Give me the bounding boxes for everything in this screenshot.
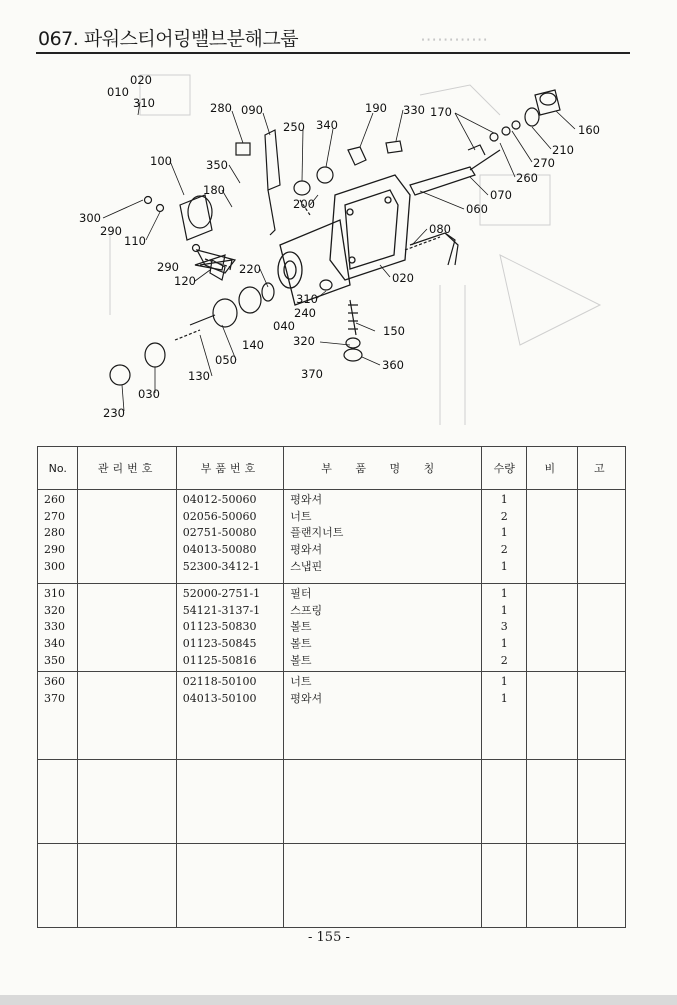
part-management-no <box>84 542 169 559</box>
part-name-cell <box>284 584 482 672</box>
part-item-no: 320 <box>44 603 65 617</box>
part-management-no <box>84 636 169 653</box>
part-name: 너트 <box>290 509 312 523</box>
part-remark <box>584 674 619 691</box>
part-item-no: 270 <box>44 509 65 523</box>
parts-table-body <box>38 490 626 928</box>
header-no: No. <box>38 447 78 490</box>
part-management-no <box>84 603 169 620</box>
part-name: 볼트 <box>290 637 312 651</box>
part-name: 필터 <box>290 587 312 600</box>
part-remark <box>533 603 570 620</box>
callout-label: 310 <box>133 96 155 110</box>
part-remark-cell <box>527 844 577 928</box>
part-name-cell <box>284 490 482 584</box>
callout-label: 070 <box>490 188 512 202</box>
callout-label: 180 <box>203 183 225 197</box>
part-management-no <box>84 492 169 509</box>
part-remark <box>533 509 570 526</box>
part-name: 볼트 <box>290 620 312 634</box>
part-quantity: 2 <box>500 543 508 557</box>
part-management-no-cell <box>78 760 176 844</box>
part-number: 01123-50845 <box>182 637 257 651</box>
part-quantity-cell <box>482 584 527 672</box>
part-quantity: 1 <box>500 526 508 540</box>
part-item-no: 260 <box>44 493 65 506</box>
callout-label: 230 <box>103 406 125 420</box>
part-number: 04012-50060 <box>182 493 257 506</box>
callout-label: 260 <box>516 171 538 185</box>
callout-label: 290 <box>157 260 179 274</box>
part-remark <box>533 674 570 691</box>
callout-label: 090 <box>241 103 263 117</box>
callout-label: 060 <box>466 202 488 216</box>
part-remark <box>533 525 570 542</box>
part-management-no-cell <box>78 490 176 584</box>
part-number-cell <box>176 584 284 672</box>
page-title: 067. 파워스티어링밸브분해그룹 <box>38 28 299 50</box>
callout-label: 050 <box>215 353 237 367</box>
callout-label: 280 <box>210 101 232 115</box>
callout-label: 240 <box>294 306 316 320</box>
callout-label: 370 <box>301 367 323 381</box>
callout-label: 140 <box>242 338 264 352</box>
callout-label: 150 <box>383 324 405 338</box>
part-remark-cell <box>577 844 625 928</box>
part-quantity-cell <box>482 760 527 844</box>
part-management-no <box>84 691 169 708</box>
callout-label: 010 <box>107 85 129 99</box>
part-item-no: 280 <box>44 526 65 540</box>
part-quantity-cell <box>482 844 527 928</box>
part-management-no <box>84 586 169 603</box>
callout-label: 160 <box>578 123 600 137</box>
part-name-cell <box>284 760 482 844</box>
part-management-no <box>84 559 169 576</box>
callout-label: 310 <box>296 292 318 306</box>
table-row-group <box>38 760 626 844</box>
part-remark <box>584 619 619 636</box>
part-name: 스프링 <box>290 603 323 617</box>
part-item-no-cell <box>38 760 78 844</box>
part-remark-cell <box>527 584 577 672</box>
bleed-through-title: ⋯⋯⋯⋯ <box>420 30 488 50</box>
part-remark <box>584 542 619 559</box>
part-remark <box>533 559 570 576</box>
part-management-no <box>84 653 169 670</box>
part-number: 52300-3412-1 <box>182 559 261 573</box>
part-item-no: 290 <box>44 543 65 557</box>
table-row-group <box>38 672 626 760</box>
part-number: 01123-50830 <box>182 620 257 634</box>
part-quantity: 1 <box>500 493 508 506</box>
part-number-cell <box>176 760 284 844</box>
callout-label: 360 <box>382 358 404 372</box>
table-header-row <box>38 447 626 490</box>
callout-label: 270 <box>533 156 555 170</box>
part-item-no: 360 <box>44 675 65 689</box>
part-item-no: 310 <box>44 587 65 600</box>
part-number: 02056-50060 <box>182 509 257 523</box>
header-part-no: 부품번호 <box>176 447 284 490</box>
header-part-name: 부 품 명 칭 <box>284 447 482 490</box>
part-quantity-cell <box>482 490 527 584</box>
part-quantity-cell <box>482 672 527 760</box>
callout-label: 080 <box>429 222 451 236</box>
part-remark <box>533 653 570 670</box>
part-name-cell <box>284 672 482 760</box>
part-number: 54121-3137-1 <box>182 603 261 617</box>
part-number-cell <box>176 672 284 760</box>
part-management-no-cell <box>78 584 176 672</box>
part-number: 52000-2751-1 <box>182 587 261 600</box>
top-parts <box>236 130 402 235</box>
part-quantity: 1 <box>500 587 508 600</box>
callout-label: 100 <box>150 154 172 168</box>
part-quantity: 1 <box>500 559 508 573</box>
callout-labels <box>79 73 600 420</box>
part-management-no <box>84 674 169 691</box>
part-item-no: 370 <box>44 692 65 706</box>
part-remark <box>533 586 570 603</box>
part-number: 01125-50816 <box>182 653 257 667</box>
part-remark-cell <box>527 760 577 844</box>
part-remark-cell <box>577 584 625 672</box>
parts-table <box>37 446 626 928</box>
table-row-group <box>38 490 626 584</box>
callout-label: 040 <box>273 319 295 333</box>
part-remark <box>584 653 619 670</box>
callout-label: 200 <box>293 197 315 211</box>
part-quantity: 1 <box>500 692 508 706</box>
callout-label: 120 <box>174 274 196 288</box>
callout-label: 020 <box>130 73 152 87</box>
part-remark <box>584 691 619 708</box>
part-number: 02751-50080 <box>182 526 257 540</box>
callout-label: 170 <box>430 105 452 119</box>
part-remark <box>533 542 570 559</box>
part-quantity: 1 <box>500 603 508 617</box>
part-remark <box>533 619 570 636</box>
part-item-no-cell <box>38 490 78 584</box>
part-number-cell <box>176 844 284 928</box>
part-remark-cell <box>577 672 625 760</box>
part-number: 04013-50100 <box>182 692 257 706</box>
part-name-cell <box>284 844 482 928</box>
bleed-through-art <box>110 75 600 425</box>
callout-label: 320 <box>293 334 315 348</box>
callout-label: 130 <box>188 369 210 383</box>
callout-label: 250 <box>283 120 305 134</box>
part-name: 볼트 <box>290 653 312 667</box>
part-quantity: 2 <box>500 653 508 667</box>
callout-label: 300 <box>79 211 101 225</box>
part-item-no-cell <box>38 844 78 928</box>
header-remark-2: 고 <box>577 447 625 490</box>
part-remark-cell <box>527 490 577 584</box>
part-management-no-cell <box>78 844 176 928</box>
spool-parts <box>110 195 274 385</box>
leader-lines <box>103 102 575 411</box>
part-quantity: 2 <box>500 509 508 523</box>
part-management-no <box>84 509 169 526</box>
part-item-no: 350 <box>44 653 65 667</box>
exploded-view-diagram <box>0 55 677 435</box>
part-remark <box>584 492 619 509</box>
callout-label: 190 <box>365 101 387 115</box>
part-number: 04013-50080 <box>182 543 257 557</box>
part-remark <box>533 636 570 653</box>
part-number: 02118-50100 <box>182 675 257 689</box>
page-number: - 155 - <box>308 930 350 945</box>
callout-label: 210 <box>552 143 574 157</box>
callout-label: 340 <box>316 118 338 132</box>
part-remark <box>584 603 619 620</box>
part-item-no: 330 <box>44 620 65 634</box>
part-quantity: 3 <box>500 620 508 634</box>
part-name: 스냅핀 <box>290 559 323 573</box>
header-management-no: 관리번호 <box>78 447 176 490</box>
callout-label: 110 <box>124 234 146 248</box>
part-management-no <box>84 619 169 636</box>
part-item-no-cell <box>38 672 78 760</box>
part-quantity: 1 <box>500 637 508 651</box>
callout-label: 290 <box>100 224 122 238</box>
part-number-cell <box>176 490 284 584</box>
part-management-no-cell <box>78 672 176 760</box>
callout-label: 330 <box>403 103 425 117</box>
part-remark <box>584 509 619 526</box>
part-remark-cell <box>577 490 625 584</box>
part-remark <box>533 492 570 509</box>
part-management-no <box>84 525 169 542</box>
part-item-no-cell <box>38 584 78 672</box>
header-quantity: 수량 <box>482 447 527 490</box>
part-quantity: 1 <box>500 675 508 689</box>
header-remark-1: 비 <box>527 447 577 490</box>
part-remark-cell <box>527 672 577 760</box>
title-rule <box>36 52 630 54</box>
part-remark <box>584 586 619 603</box>
part-remark-cell <box>577 760 625 844</box>
part-remark <box>584 525 619 542</box>
table-row-group <box>38 844 626 928</box>
part-remark <box>533 691 570 708</box>
part-name: 평와셔 <box>290 692 323 706</box>
callout-label: 220 <box>239 262 261 276</box>
part-item-no: 300 <box>44 559 65 573</box>
part-remark <box>584 636 619 653</box>
part-name: 너트 <box>290 675 312 689</box>
scan-edge <box>0 995 677 1005</box>
callout-label: 030 <box>138 387 160 401</box>
part-name: 평와셔 <box>290 493 323 506</box>
part-name: 플랜지너트 <box>290 526 344 540</box>
callout-label: 020 <box>392 271 414 285</box>
part-item-no: 340 <box>44 637 65 651</box>
callout-label: 350 <box>206 158 228 172</box>
part-name: 평와셔 <box>290 543 323 557</box>
part-remark <box>584 559 619 576</box>
table-row-group <box>38 584 626 672</box>
